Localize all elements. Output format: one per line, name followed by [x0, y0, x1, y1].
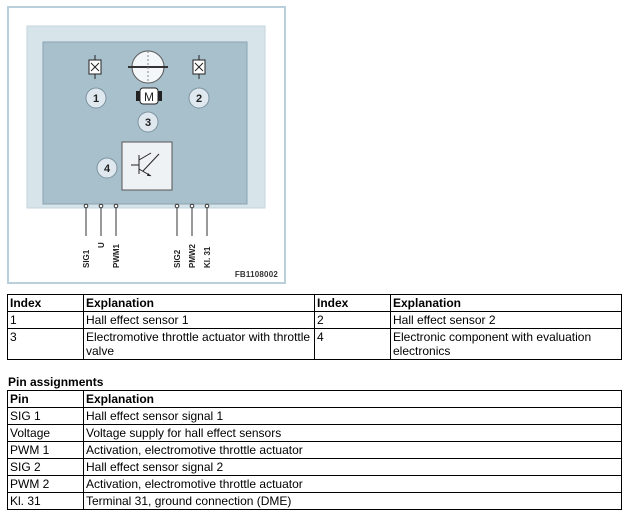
index-cell: 1	[8, 312, 84, 329]
pin-assignments-title: Pin assignments	[8, 375, 104, 389]
pin-label-kl31: Kl. 31	[203, 246, 212, 268]
throttle-diagram	[7, 6, 286, 284]
figure-code: FB1108002	[234, 270, 278, 279]
callout-2-label: 2	[195, 93, 203, 105]
table-row	[8, 312, 622, 329]
header-pin: Pin	[8, 391, 84, 408]
header-explanation: Explanation	[84, 391, 622, 408]
electronics-icon	[122, 142, 172, 190]
pin-label-sig2: SIG2	[173, 249, 182, 268]
index-cell: 4	[315, 329, 391, 360]
pin-label-pwm1: PWM1	[112, 244, 121, 268]
pin-cell: PWM 2	[8, 476, 84, 493]
header-explanation: Explanation	[391, 295, 622, 312]
pin-label-u: U	[97, 242, 106, 248]
table-row	[8, 442, 622, 459]
pin-cell: PWM 1	[8, 442, 84, 459]
explanation-cell: Voltage supply for hall effect sensors	[84, 425, 622, 442]
explanation-cell: Activation, electromotive throttle actuator	[84, 476, 622, 493]
callout-3-label: 3	[144, 117, 152, 129]
table-row	[8, 408, 622, 425]
pins-left	[84, 204, 118, 236]
index-table	[7, 294, 622, 360]
explanation-cell: Electronic component with evaluation electronics	[391, 329, 622, 360]
explanation-cell: Terminal 31, ground connection (DME)	[84, 493, 622, 510]
index-cell: 2	[315, 312, 391, 329]
pin-label-sig1: SIG1	[82, 249, 91, 268]
pin-table	[7, 390, 622, 510]
table-row	[8, 459, 622, 476]
explanation-cell: Hall effect sensor signal 1	[84, 408, 622, 425]
explanation-cell: Hall effect sensor 1	[84, 312, 315, 329]
table-row	[8, 493, 622, 510]
diagram-graphic	[9, 8, 284, 282]
table-row	[8, 329, 622, 360]
motor-label: M	[144, 90, 154, 104]
callout-1-label: 1	[92, 93, 100, 105]
pin-cell: SIG 2	[8, 459, 84, 476]
header-index: Index	[8, 295, 84, 312]
callout-3	[138, 112, 158, 132]
header-explanation: Explanation	[84, 295, 315, 312]
explanation-cell: Hall effect sensor 2	[391, 312, 622, 329]
callout-1	[86, 88, 106, 108]
table-row	[8, 476, 622, 493]
callout-2	[189, 88, 209, 108]
pins-right	[175, 204, 209, 236]
pin-table-header	[8, 391, 622, 408]
explanation-cell: Electromotive throttle actuator with throttle valve	[84, 329, 315, 360]
header-index: Index	[315, 295, 391, 312]
explanation-cell: Hall effect sensor signal 2	[84, 459, 622, 476]
table-row	[8, 425, 622, 442]
pin-label-pmw2: PMW2	[188, 244, 197, 268]
pin-cell: Voltage	[8, 425, 84, 442]
pin-cell: SIG 1	[8, 408, 84, 425]
index-cell: 3	[8, 329, 84, 360]
callout-4	[97, 158, 117, 178]
motor-icon	[136, 88, 162, 104]
callout-4-label: 4	[103, 163, 111, 175]
explanation-cell: Activation, electromotive throttle actuator	[84, 442, 622, 459]
pin-cell: Kl. 31	[8, 493, 84, 510]
index-table-header	[8, 295, 622, 312]
